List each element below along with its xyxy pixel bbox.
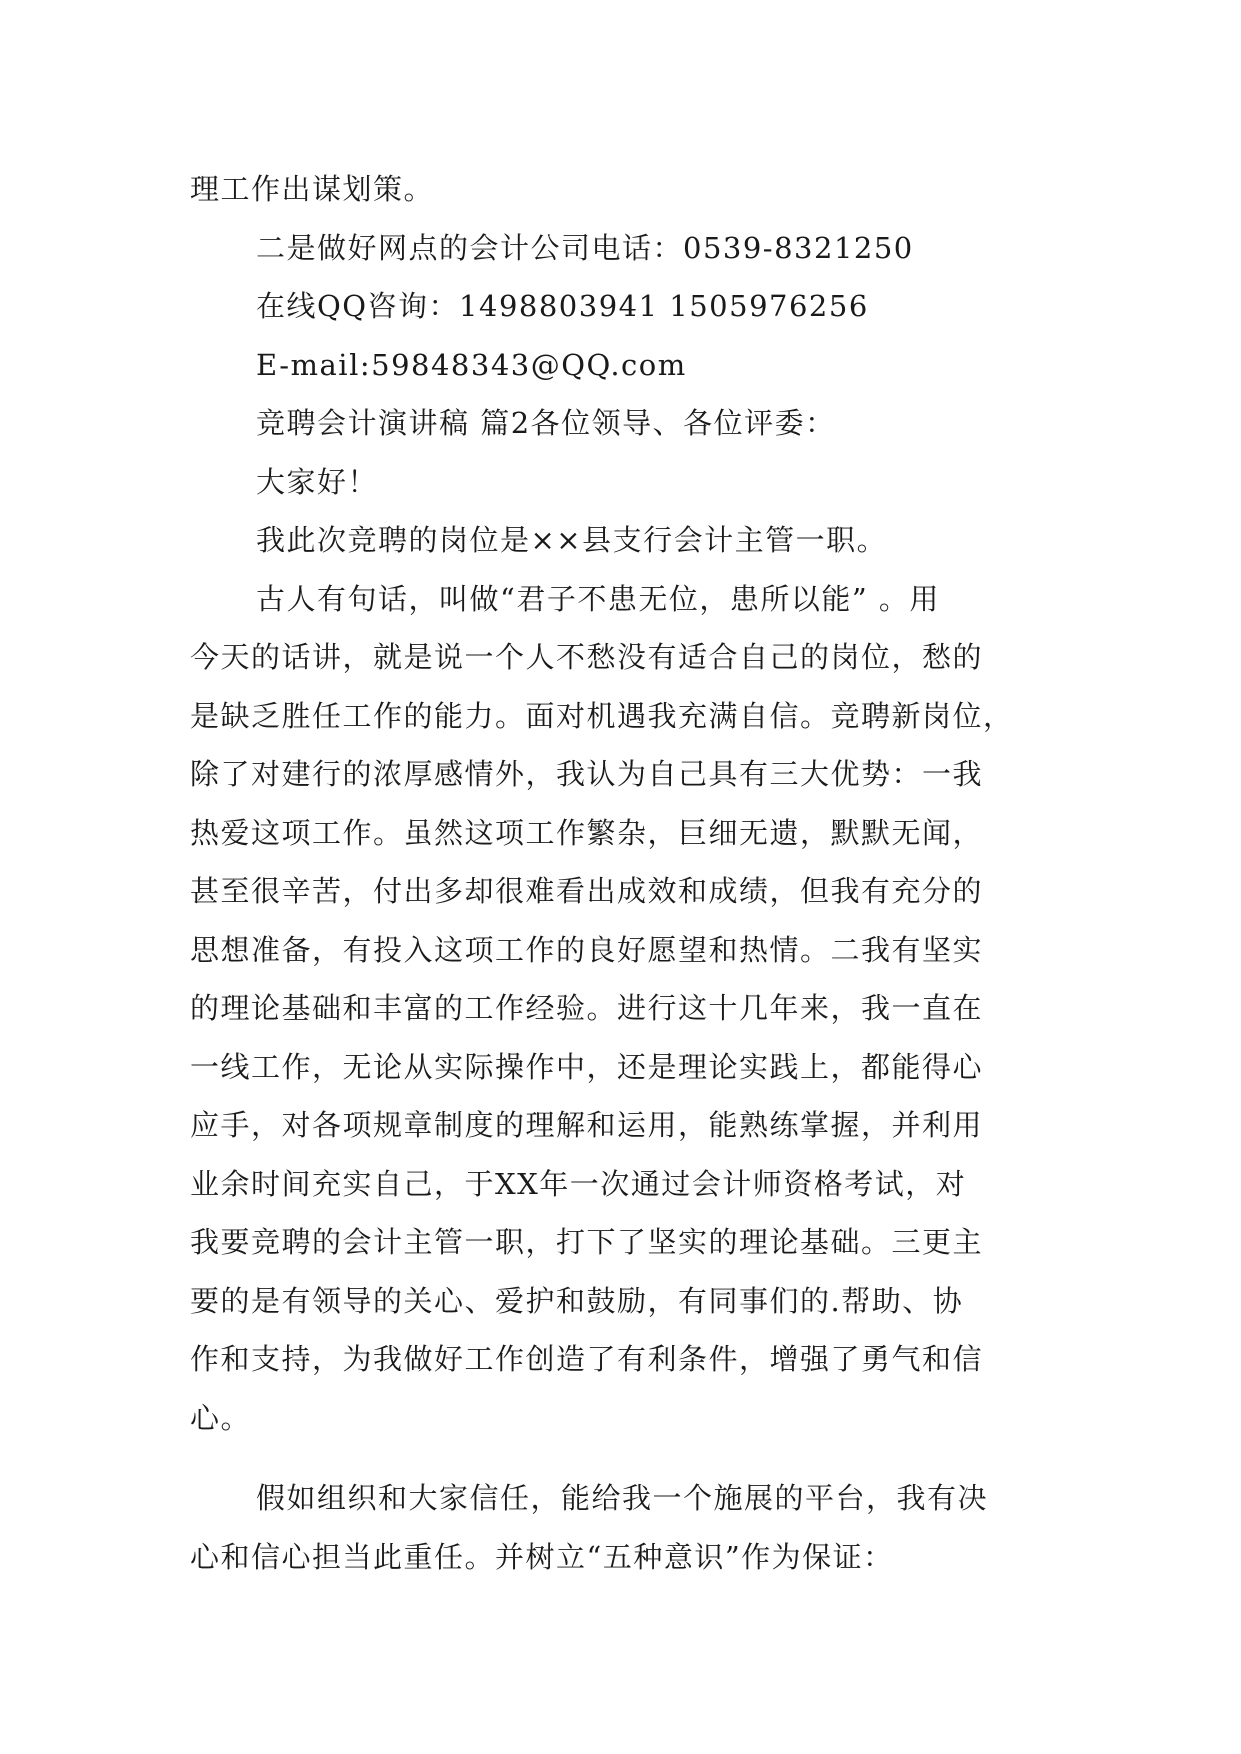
text-line: 一线工作，无论从实际操作中，还是理论实践上，都能得心 — [190, 1049, 984, 1084]
text-line: 热爱这项工作。虽然这项工作繁杂，巨细无遗，默默无闻， — [190, 815, 984, 850]
text-line: 除了对建行的浓厚感情外，我认为自己具有三大优势：一我 — [190, 757, 984, 791]
text-line: 业余时间充实自己，于XX年一次通过会计师资格考试，对 — [190, 1166, 967, 1201]
text-line: 甚至很辛苦，付出多却很难看出成效和成绩，但我有充分的 — [190, 874, 984, 908]
text-line: 古人有句话，叫做“君子不患无位，患所以能” 。用 — [256, 581, 940, 616]
text-line: 我此次竞聘的岗位是××县支行会计主管一职。 — [256, 523, 888, 557]
text-line: 今天的话讲，就是说一个人不愁没有适合自己的岗位，愁的 — [190, 640, 984, 674]
text-line: 假如组织和大家信任，能给我一个施展的平台，我有决 — [256, 1481, 989, 1515]
text-line: 的理论基础和丰富的工作经验。进行这十几年来，我一直在 — [190, 991, 984, 1025]
paragraph-gap — [190, 1447, 1050, 1469]
text-line: 作和支持，为我做好工作创造了有利条件，增强了勇气和信 — [190, 1342, 984, 1376]
document-body — [190, 160, 1050, 1586]
text-line: 二是做好网点的会计公司电话：0539-8321250 — [256, 230, 914, 265]
text-line: 大家好！ — [256, 464, 379, 499]
text-line: 心。 — [190, 1400, 252, 1435]
text-line: 要的是有领导的关心、爱护和鼓励，有同事们的.帮助、协 — [190, 1283, 964, 1318]
text-line: E-mail:59848343@QQ.com — [256, 347, 687, 382]
text-line: 我要竞聘的会计主管一职，打下了坚实的理论基础。三更主 — [190, 1225, 984, 1259]
text-line: 在线QQ咨询：1498803941 1505976256 — [256, 289, 869, 323]
text-line: 理工作出谋划策。 — [190, 172, 435, 206]
text-line: 思想准备，有投入这项工作的良好愿望和热情。二我有坚实 — [190, 932, 984, 967]
text-line: 竞聘会计演讲稿 篇2各位领导、各位评委： — [256, 406, 836, 440]
text-line: 是缺乏胜任工作的能力。面对机遇我充满自信。竞聘新岗位， — [190, 698, 1014, 733]
text-line: 心和信心担当此重任。并树立“五种意识”作为保证： — [190, 1539, 894, 1574]
text-line: 应手，对各项规章制度的理解和运用，能熟练掌握，并利用 — [190, 1108, 984, 1142]
